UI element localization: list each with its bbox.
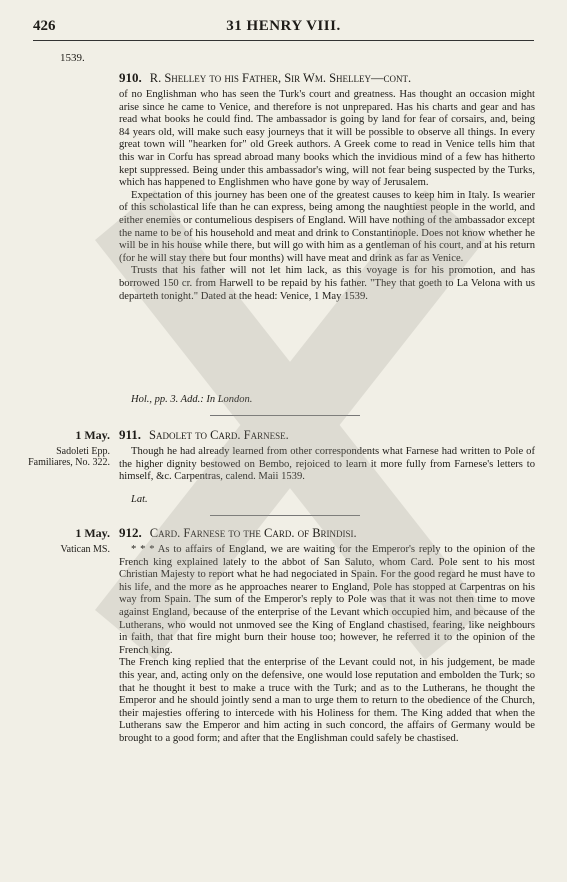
separator (210, 515, 360, 516)
entry-number: 911. (119, 427, 142, 442)
entry-911-margin (28, 428, 110, 468)
page-header (0, 18, 567, 36)
meta-note: Lat. (131, 494, 148, 505)
entry-source: Vatican MS. (60, 544, 110, 555)
paragraph: Expectation of this journey has been one of the greatest causes to keep him in Italy. Is wearier of this scholastical life than he can express, being among the naughtiest people in the world, and either enemies or contumelious despisers of England. Will have nothing of the ambassador except the name to be of his household and meat and drink to Constantinople. Does not know whether he will be in his house while there, but will go with him as a gentleman of his court, and at his return (for he will stay there but four months) will have meat and drink as far as Venice. (119, 189, 535, 264)
paragraph: Trusts that his father will not let him lack, as this voyage is for his promotion, and has borrowed 150 cr. from Harwell to be repaid by his father. "They that goeth to La Velona with us departeth tonight." Dated at the head: Venice, 1 May 1539. (119, 265, 535, 302)
paragraph: of no Englishman who has seen the Turk's court and greatness. Has thought an occasion might arise since he came to Venice, and therefore is not unprepared. Has his charts and gear and has read what books he could find. The ambassador is going by land for fear of corsairs, and, being 84 years old, will make such easy journeys that it will be possible to observe all things. In every great town will "hearken for" old Greek authors. A Greek come to read in Venice tells him that this war in Corfu has spread abroad many books which the invidious mind of a few has hitherto kept suppressed. Being under this ambassador's wing, will not fear being suspected by the Turks, which has happened to Englishmen who have gone by way of Jerusalem. (119, 89, 535, 189)
entry-heading: Card. Farnese to the Card. of Brindisi. (149, 526, 357, 540)
entry-912-body (119, 544, 535, 746)
separator (210, 415, 360, 416)
entry-912-title (119, 526, 357, 540)
paragraph: The French king replied that the enterprise of the Levant could not, in his judgement, be made this year, and, acting only on the defensive, one would lose reputation and embolden the Turk; so that he thought it best to make a truce with the Turk; and as to the Lutherans, he thought the Emperor and he should jointly send a man to urge them to return to the obedience of the Church, their majesties offering to intercede with his Holiness for them. The King added that when the Lutherans saw the Emperor and him acting in such concord, the affairs of Germany would be brought to a good form; and after that the Englishman could safely be chastised. (119, 657, 535, 744)
entry-911-title (119, 428, 289, 442)
entry-912-margin (28, 526, 110, 555)
entry-910-body (119, 89, 535, 303)
entry-number: 912. (119, 525, 142, 540)
running-head: 31 HENRY VIII. (226, 18, 341, 34)
entry-heading: Sadolet to Card. Farnese. (149, 428, 289, 442)
entry-number: 910. (119, 70, 142, 85)
entry-910-meta (131, 394, 252, 405)
entry-date: 1 May. (75, 428, 110, 442)
entry-911-body (119, 446, 535, 484)
entry-910-title (119, 71, 411, 85)
entry-heading: R. Shelley to his Father, Sir Wm. Shelley—cont. (149, 71, 412, 85)
paragraph: * * * As to affairs of England, we are waiting for the Emperor's reply to the opinion of the French king explained lately to the abbot of San Saluto, whom Card. Pole sent to his most Christian Majesty to report what he had negociated in Spain. For the good regard he must have to his life, and the more as he approaches nearer to England, Pole has stopped at Carpentras on his way from Spain. The sum of the Emperor's reply to Pole was that it was not then time to move against England, because of the enterprise of the Levant which occupied him, and because of the Lutherans, who would not unmoved see the King of England chastised, fearing, like neighbours in faith, that that fire might burn their house too; however, he referred it to the opinion of the French king. (119, 544, 535, 656)
meta-note: Hol., pp. 3. Add.: In London. (131, 394, 253, 405)
entry-date: 1 May. (75, 526, 110, 540)
entry-911-meta (131, 494, 148, 505)
paragraph: Though he had already learned from other correspondents what Farnese had written to Pole of the higher dignity bestowed on Bembo, rejoiced to learn it more fully from Farnese's letters to himself, &c. Carpentras, calend. Maii 1539. (119, 446, 535, 483)
page-number: 426 (33, 18, 56, 34)
header-rule (33, 40, 534, 41)
year-margin: 1539. (60, 52, 85, 64)
entry-source: Sadoleti Epp. Familiares, No. 322. (28, 446, 110, 468)
